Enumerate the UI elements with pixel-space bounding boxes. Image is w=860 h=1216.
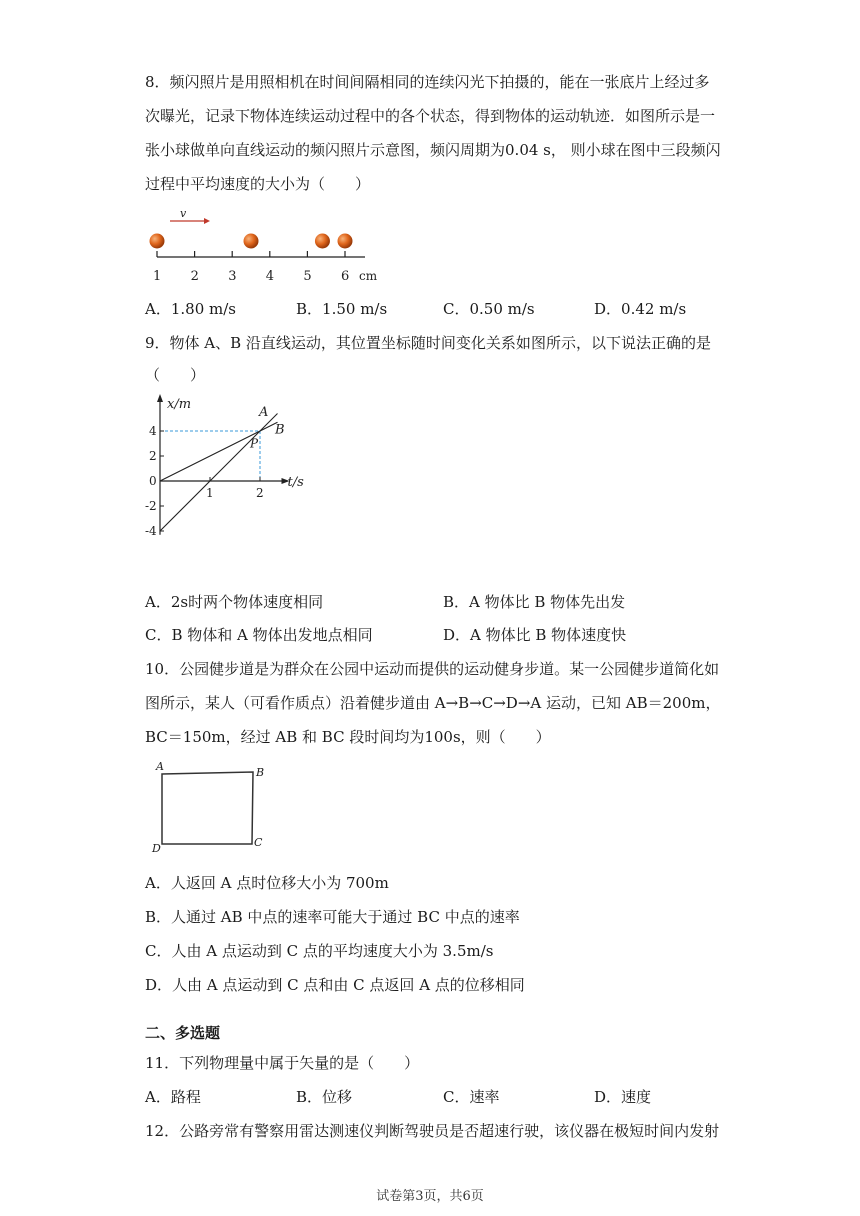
q9-position-time-chart [138,392,318,552]
q10-option-b[interactable]: B．人通过 AB 中点的速率可能大于通过 BC 中点的速率 [145,908,520,926]
y-axis-arrow [157,394,163,402]
ruler-ticks [153,251,349,284]
q9-option-d[interactable]: D．A 物体比 B 物体速度快 [443,626,627,644]
walkway-rectangle [162,772,253,844]
q10-walkway-figure [148,756,273,856]
series-label-a: A [259,405,269,420]
y-tick-label: 4 [149,424,157,438]
q10-text-line3: BC＝150m，经过 AB 和 BC 段时间均为100s，则（ ） [145,728,551,746]
q10-option-d[interactable]: D．人由 A 点运动到 C 点和由 C 点返回 A 点的位移相同 [145,976,525,994]
q8-option-b[interactable]: B．1.50 m/s [296,300,388,318]
x-tick-label: 1 [206,486,214,500]
q11-option-c[interactable]: C．速率 [443,1088,500,1106]
q9-option-a[interactable]: A．2s时两个物体速度相同 [145,593,324,611]
q11-option-d[interactable]: D．速度 [594,1088,652,1106]
q9-option-c[interactable]: C．B 物体和 A 物体出发地点相同 [145,626,373,644]
strobe-ball [244,234,259,249]
velocity-arrow-head [204,218,210,224]
y-tick-label: 2 [149,449,157,463]
q8-text-line1: 8．频闪照片是用照相机在时间间隔相同的连续闪光下拍摄的，能在一张底片上经过多 [145,73,710,91]
series-label-b: B [275,422,285,438]
corner-a-label: A [156,760,164,773]
x-tick-label: 2 [256,486,264,500]
strobe-ball [315,234,330,249]
x-axis-label: t/s [287,475,304,490]
velocity-label: v [180,207,187,220]
q10-text-line1: 10．公园健步道是为群众在公园中运动而提供的运动健身步道。某一公园健步道简化如 [145,660,720,678]
q8-text-line4: 过程中平均速度的大小为（ ） [145,175,371,193]
q11-option-a[interactable]: A．路程 [145,1088,201,1106]
ruler-tick-label: 6 [341,269,350,284]
q8-option-c[interactable]: C．0.50 m/s [443,300,535,318]
ruler-unit: cm [359,269,378,283]
q10-option-a[interactable]: A．人返回 A 点时位移大小为 700m [145,874,389,892]
q8-text-line3: 张小球做单向直线运动的频闪照片示意图，频闪周期为0.04 s， 则小球在图中三段频闪 [145,141,721,159]
q10-text-line2: 图所示，某人（可看作质点）沿着健步道由 A→B→C→D→A 运动，已知 AB＝200m， [145,694,721,712]
q11-text-line1: 11．下列物理量中属于矢量的是（ ） [145,1054,420,1072]
q12-text-line1: 12．公路旁常有警察用雷达测速仪判断驾驶员是否超速行驶，该仪器在极短时间内发射 [145,1122,720,1140]
q9-text-line1: 9．物体 A、B 沿直线运动，其位置坐标随时间变化关系如图所示，以下说法正确的是 [145,334,711,352]
intersection-point-label: P [250,436,259,451]
q8-option-d[interactable]: D．0.42 m/s [594,300,687,318]
q11-option-b[interactable]: B．位移 [296,1088,353,1106]
ruler-tick-label: 2 [190,269,199,284]
ruler-tick-label: 1 [153,269,162,284]
q9-text-line2: （ ） [145,366,206,384]
corner-d-label: D [152,842,161,855]
y-tick-label: -2 [145,499,157,513]
section-heading-multiple-choice: 二、多选题 [145,1024,221,1042]
strobe-ball [150,234,165,249]
y-axis-label: x/m [167,397,192,412]
corner-b-label: B [256,766,265,779]
q8-option-a[interactable]: A．1.80 m/s [145,300,236,318]
y-tick-label: -4 [145,524,157,538]
page-footer: 试卷第3页，共6页 [376,1189,484,1204]
q9-option-b[interactable]: B．A 物体比 B 物体先出发 [443,593,626,611]
ruler-tick-label: 4 [265,269,275,284]
q8-strobe-figure [140,200,390,290]
q10-option-c[interactable]: C．人由 A 点运动到 C 点的平均速度大小为 3.5m/s [145,942,494,960]
strobe-ball [338,234,353,249]
q8-text-line2: 次曝光，记录下物体连续运动过程中的各个状态，得到物体的运动轨迹．如图所示是一 [145,107,716,125]
ruler-tick-label: 3 [228,269,237,284]
ruler-tick-label: 5 [303,269,312,284]
chart-series [160,405,285,531]
corner-c-label: C [254,836,263,849]
y-tick-label: 0 [149,474,157,488]
strobe-balls [150,234,353,249]
